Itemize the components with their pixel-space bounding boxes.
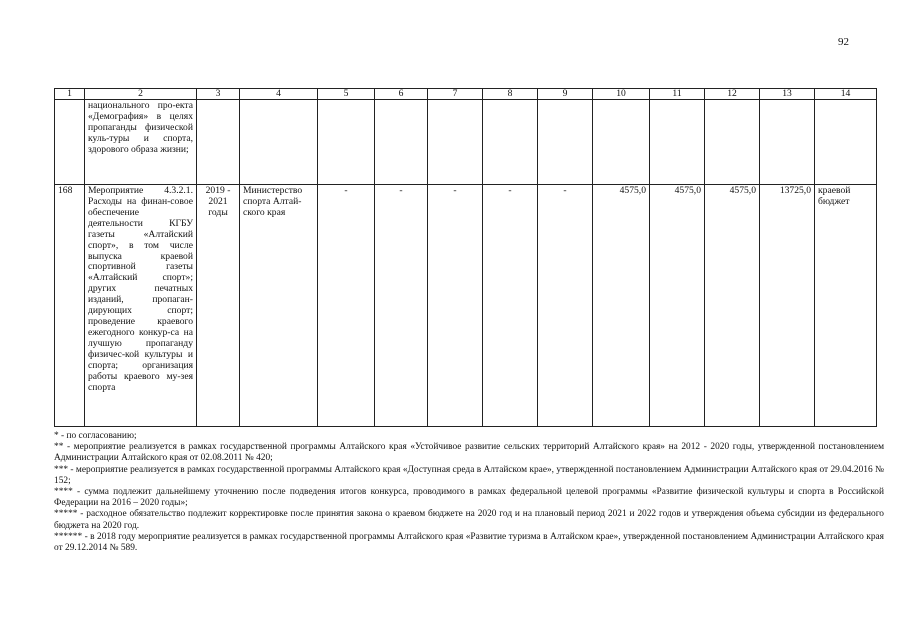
column-number: 14 — [815, 89, 877, 100]
table-header-row — [55, 89, 877, 100]
column-number: 10 — [593, 89, 650, 100]
footnote: ***** - расходное обязательство подлежит корректировке после принятия закона о краевом бюджете на 2020 год и на плановый период 2021 и 2022 годов и утверждения объема субсидии из федерального бюджета на 2020 год. — [54, 509, 884, 531]
footnotes — [54, 431, 884, 554]
column-number: 12 — [705, 89, 760, 100]
column-number: 2 — [85, 89, 197, 100]
footnote: ** - мероприятие реализуется в рамках государственной программы Алтайского края «Устойчивое развитие сельских территорий Алтайского края» на 2012 - 2020 годы, утвержденной постановлением Администрации Алтайского края от 02.08.2011 № 420; — [54, 442, 884, 464]
measures-table — [54, 88, 877, 427]
column-number: 8 — [483, 89, 538, 100]
total-cell: 13725,0 — [760, 185, 815, 427]
column-number: 13 — [760, 89, 815, 100]
column-number: 5 — [318, 89, 375, 100]
amount-cell: - — [483, 185, 538, 427]
amount-cell: 4575,0 — [705, 185, 760, 427]
table-row-continuation — [55, 100, 877, 185]
table-row-168 — [55, 185, 877, 427]
column-number: 4 — [240, 89, 318, 100]
executor-cell: Министерство спорта Алтай-ского края — [240, 185, 318, 427]
measure-description: Мероприятие 4.3.2.1. Расходы на финан-совое обеспечение деятельности КГБУ газеты «Алтайский спорт», в том числе выпуска краевой спортивной газеты «Алтайский спорт»; других печатных изданий, пропаган-дирующих спорт; проведение краевого ежегодного конкур-са на лучшую пропаганду физичес-кой культуры и спорта; организация работы краевого му-зея спорта — [85, 185, 197, 427]
footnote: **** - сумма подлежит дальнейшему уточнению после подведения итогов конкурса, проводимого в рамках федеральной целевой программы «Развитие физической культуры и спорта в Российской Федерации на 2016 – 2020 годы»; — [54, 487, 884, 509]
amount-cell: - — [318, 185, 375, 427]
amount-cell: - — [538, 185, 593, 427]
column-number: 6 — [375, 89, 428, 100]
amount-cell: 4575,0 — [650, 185, 705, 427]
row-number: 168 — [55, 185, 85, 427]
amount-cell: - — [428, 185, 483, 427]
period-cell: 2019 - 2021 годы — [197, 185, 240, 427]
column-number: 9 — [538, 89, 593, 100]
footnote: *** - мероприятие реализуется в рамках государственной программы Алтайского края «Доступная среда в Алтайском крае», утвержденной постановлением Администрации Алтайского края от 29.04.2016 № 152; — [54, 464, 884, 486]
column-number: 7 — [428, 89, 483, 100]
page-number: 92 — [838, 36, 849, 48]
amount-cell: - — [375, 185, 428, 427]
footnote: * - по согласованию; — [54, 431, 137, 441]
funding-source-cell: краевой бюджет — [815, 185, 877, 427]
amount-cell: 4575,0 — [593, 185, 650, 427]
measure-description: национального про-екта «Демография» в целях пропаганды физической куль-туры и спорта, здорового образа жизни; — [85, 100, 197, 185]
column-number: 11 — [650, 89, 705, 100]
column-number: 1 — [55, 89, 85, 100]
column-number: 3 — [197, 89, 240, 100]
footnote: ****** - в 2018 году мероприятие реализуется в рамках государственной программы Алтайского края «Развитие туризма в Алтайском крае», утвержденной постановлением Администрации Алтайского края от 29.12.2014 № 589. — [54, 531, 884, 554]
